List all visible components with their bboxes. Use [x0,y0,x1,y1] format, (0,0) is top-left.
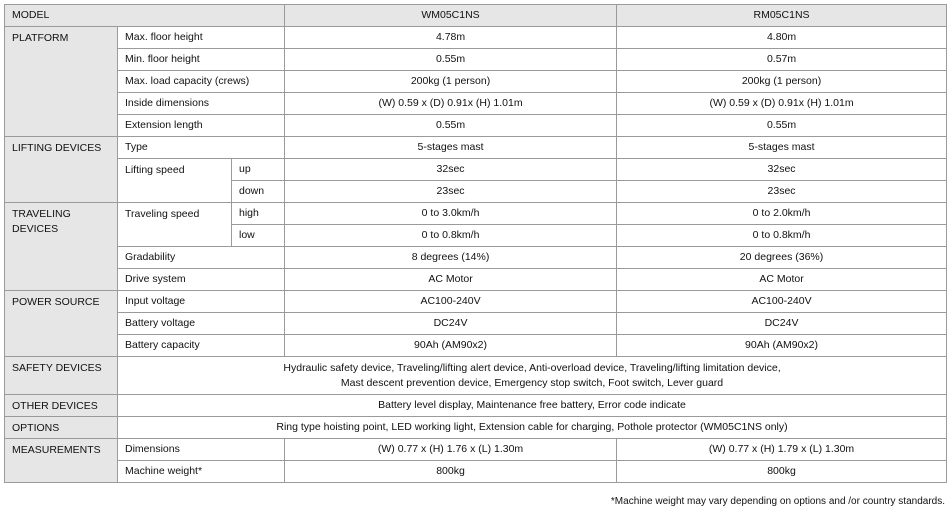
value-a: 23sec [285,181,617,203]
value-a: 0 to 3.0km/h [285,203,617,225]
sub-label: down [232,181,285,203]
value-a: AC Motor [285,269,617,291]
table-row [5,247,947,269]
group-options: OPTIONS [5,417,118,439]
table-row [5,357,947,395]
table-row [5,203,947,225]
group-measurements: MEASUREMENTS [5,439,118,483]
value-b: (W) 0.59 x (D) 0.91x (H) 1.01m [617,93,947,115]
model-header-label: MODEL [5,5,285,27]
row-label: Machine weight* [118,461,285,483]
sub-label: up [232,159,285,181]
group-safety-devices: SAFETY DEVICES [5,357,118,395]
value-b: 32sec [617,159,947,181]
table-row [5,313,947,335]
row-label: Lifting speed [118,159,232,203]
table-row [5,137,947,159]
value-a: 90Ah (AM90x2) [285,335,617,357]
options-value: Ring type hoisting point, LED working light, Extension cable for charging, Pothole protector (WM05C1NS only) [118,417,947,439]
safety-line-2: Mast descent prevention device, Emergency stop switch, Foot switch, Lever guard [340,376,724,389]
group-traveling-devices: TRAVELING DEVICES [5,203,118,291]
table-row [5,71,947,93]
value-b: 200kg (1 person) [617,71,947,93]
value-a: 0 to 0.8km/h [285,225,617,247]
value-b: 20 degrees (36%) [617,247,947,269]
value-a: DC24V [285,313,617,335]
value-b: 0 to 2.0km/h [617,203,947,225]
row-label: Battery capacity [118,335,285,357]
row-label: Extension length [118,115,285,137]
row-label: Max. floor height [118,27,285,49]
value-a: (W) 0.59 x (D) 0.91x (H) 1.01m [285,93,617,115]
row-label: Min. floor height [118,49,285,71]
table-row [5,417,947,439]
table-row [5,395,947,417]
row-label: Type [118,137,285,159]
row-label: Dimensions [118,439,285,461]
sub-label: high [232,203,285,225]
group-power-source: POWER SOURCE [5,291,118,357]
value-a: 0.55m [285,115,617,137]
row-label: Traveling speed [118,203,232,247]
value-b: 0.55m [617,115,947,137]
model-b-header: RM05C1NS [617,5,947,27]
model-a-header: WM05C1NS [285,5,617,27]
row-label: Max. load capacity (crews) [118,71,285,93]
group-other-devices: OTHER DEVICES [5,395,118,417]
other-devices-value: Battery level display, Maintenance free battery, Error code indicate [118,395,947,417]
table-row [5,49,947,71]
value-b: AC Motor [617,269,947,291]
value-b: DC24V [617,313,947,335]
value-a: 4.78m [285,27,617,49]
value-b: 23sec [617,181,947,203]
row-label: Inside dimensions [118,93,285,115]
value-a: AC100-240V [285,291,617,313]
table-row [5,269,947,291]
value-b: 0 to 0.8km/h [617,225,947,247]
table-row [5,27,947,49]
row-label: Battery voltage [118,313,285,335]
table-row [5,461,947,483]
value-a: 5-stages mast [285,137,617,159]
value-b: 800kg [617,461,947,483]
row-label: Drive system [118,269,285,291]
value-b: AC100-240V [617,291,947,313]
value-b: 5-stages mast [617,137,947,159]
table-row [5,291,947,313]
sub-label: low [232,225,285,247]
value-b: 4.80m [617,27,947,49]
header-row [5,5,947,27]
table-row [5,335,947,357]
value-a: 0.55m [285,49,617,71]
table-row [5,115,947,137]
safety-line-1: Hydraulic safety device, Traveling/lifting alert device, Anti-overload device, Traveling/lifting limitation device, [283,361,781,374]
value-b: 90Ah (AM90x2) [617,335,947,357]
value-a: 8 degrees (14%) [285,247,617,269]
group-lifting-devices: LIFTING DEVICES [5,137,118,203]
value-b: 0.57m [617,49,947,71]
value-a: (W) 0.77 x (H) 1.76 x (L) 1.30m [285,439,617,461]
value-a: 32sec [285,159,617,181]
table-row [5,439,947,461]
value-a: 800kg [285,461,617,483]
spec-table [4,4,947,483]
footnote: *Machine weight may vary depending on options and /or country standards. [610,496,945,507]
value-a: 200kg (1 person) [285,71,617,93]
table-row [5,93,947,115]
table-row [5,159,947,181]
row-label: Input voltage [118,291,285,313]
value-b: (W) 0.77 x (H) 1.79 x (L) 1.30m [617,439,947,461]
safety-devices-value [118,357,947,395]
group-platform: PLATFORM [5,27,118,137]
row-label: Gradability [118,247,285,269]
